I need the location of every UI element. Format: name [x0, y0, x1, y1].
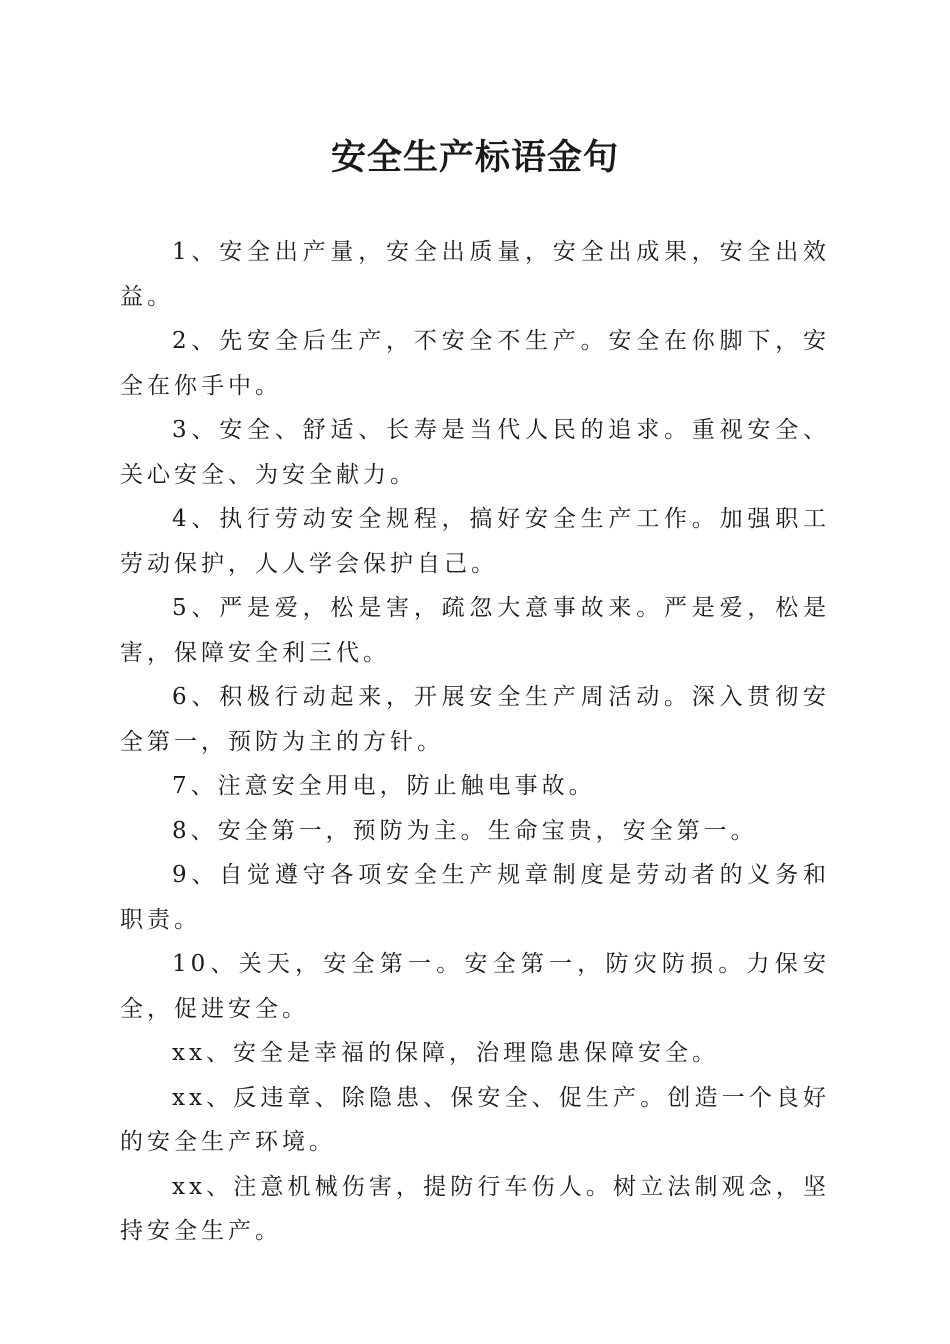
slogan-paragraph-2: 2、先安全后生产，不安全不生产。安全在你脚下，安全在你手中。 [120, 328, 830, 399]
slogan-paragraph-6: 6、积极行动起来，开展安全生产周活动。深入贯彻安全第一，预防为主的方针。 [120, 684, 830, 755]
slogan-paragraph-3: 3、安全、舒适、长寿是当代人民的追求。重视安全、关心安全、为安全献力。 [120, 417, 830, 488]
document-body [120, 230, 830, 1254]
page-title: 安全生产标语金句 [330, 137, 619, 178]
slogan-paragraph-13: xx、注意机械伤害，提防行车伤人。树立法制观念，坚持安全生产。 [120, 1173, 830, 1244]
slogan-paragraph-11: xx、安全是幸福的保障，治理隐患保障安全。 [172, 1040, 719, 1066]
slogan-paragraph-4: 4、执行劳动安全规程，搞好安全生产工作。加强职工劳动保护，人人学会保护自己。 [120, 506, 830, 577]
slogan-paragraph-1: 1、安全出产量，安全出质量，安全出成果，安全出效益。 [120, 239, 830, 310]
slogan-paragraph-8: 8、安全第一，预防为主。生命宝贵，安全第一。 [172, 817, 758, 844]
slogan-paragraph-9: 9、自觉遵守各项安全生产规章制度是劳动者的义务和职责。 [120, 862, 830, 933]
slogan-paragraph-10: 10、关天，安全第一。安全第一，防灾防损。力保安全，促进安全。 [120, 951, 830, 1022]
slogan-paragraph-12: xx、反违章、除隐患、保安全、促生产。创造一个良好的安全生产环境。 [120, 1084, 830, 1155]
slogan-paragraph-5: 5、严是爱，松是害，疏忽大意事故来。严是爱，松是害，保障安全利三代。 [120, 595, 830, 666]
slogan-paragraph-7: 7、注意安全用电，防止触电事故。 [172, 773, 596, 799]
